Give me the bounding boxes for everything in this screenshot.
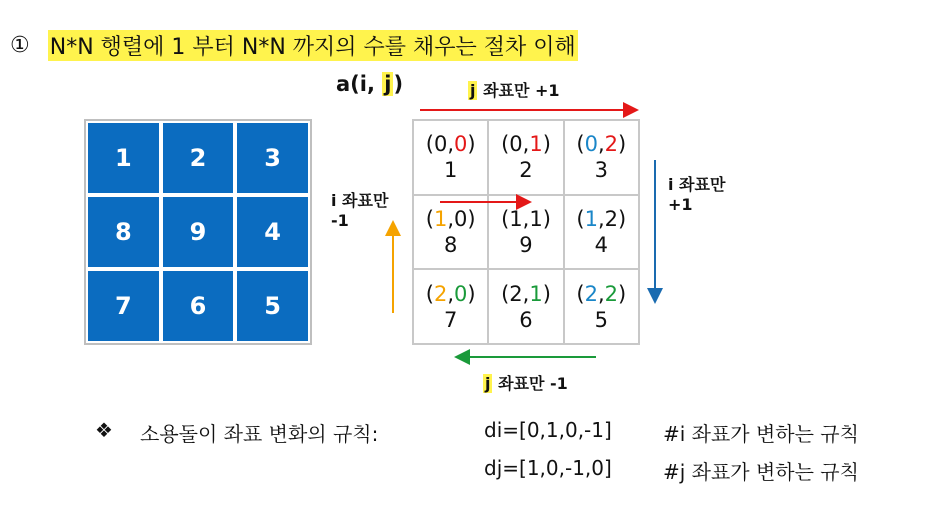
coord-j: 2	[604, 281, 619, 306]
coord-j: 2	[604, 206, 619, 231]
function-j: j	[384, 72, 392, 96]
coord-value: 9	[519, 232, 533, 257]
right-label-line2: +1	[668, 195, 693, 214]
rule-dj: dj=[1,0,-1,0]	[484, 456, 612, 480]
grid-cell: 1	[88, 123, 159, 193]
coord-i: 2	[584, 281, 598, 306]
coord-j: 2	[604, 132, 619, 157]
coord-j: 1	[529, 206, 543, 231]
coord-pair: (0,2)	[576, 132, 627, 157]
coord-j: 1	[529, 281, 543, 306]
coord-pair: (1,1)	[501, 206, 551, 231]
left-label-line2: -1	[331, 211, 349, 230]
top-label-text: 좌표만 +1	[483, 81, 560, 100]
rule-dj-comment: #j 좌표가 변하는 규칙	[663, 460, 859, 484]
top-label-j: j	[470, 81, 476, 100]
top-label	[468, 81, 560, 101]
coord-i: 2	[509, 281, 523, 306]
coord-i: 1	[433, 206, 448, 231]
bottom-label-j: j	[485, 374, 491, 393]
coord-pair: (2,1)	[501, 281, 551, 306]
left-label-line1: i 좌표만	[331, 191, 389, 210]
coord-value: 3	[594, 158, 609, 183]
coord-pair: (1,0)	[425, 206, 476, 231]
rules-title: 소용돌이 좌표 변화의 규칙:	[140, 422, 379, 446]
coord-pair: (1,2)	[576, 206, 627, 231]
grid-cell: 2	[163, 123, 234, 193]
coord-pair: (2,2)	[576, 281, 627, 306]
coord-i: 2	[433, 281, 448, 306]
coord-j: 0	[454, 281, 468, 306]
grid-cell: 4	[237, 197, 308, 267]
coord-value: 8	[443, 232, 458, 257]
grid-cell: 5	[237, 271, 308, 341]
grid-cell: 9	[163, 197, 234, 267]
coord-i: 0	[433, 132, 448, 157]
coord-value: 5	[594, 307, 609, 332]
coord-value: 4	[594, 232, 609, 257]
coord-i: 1	[584, 206, 598, 231]
coord-pair: (0,0)	[425, 132, 476, 157]
rule-di: di=[0,1,0,-1]	[484, 418, 612, 442]
heading-number: ①	[10, 33, 30, 58]
coord-i: 0	[584, 132, 598, 157]
coord-value: 7	[443, 307, 458, 332]
coord-j: 0	[454, 206, 468, 231]
right-label-line1: i 좌표만	[668, 175, 726, 194]
grid-cell: 3	[237, 123, 308, 193]
heading-text: N*N 행렬에 1 부터 N*N 까지의 수를 채우는 절차 이해	[48, 30, 578, 61]
coord-pair: (2,0)	[425, 281, 476, 306]
bottom-label-text: 좌표만 -1	[498, 374, 568, 393]
coord-i: 1	[509, 206, 523, 231]
grid-cell: 8	[88, 197, 159, 267]
bottom-label	[483, 374, 568, 394]
rule-di-comment: #i 좌표가 변하는 규칙	[663, 422, 859, 446]
function-prefix: a(i,	[336, 72, 383, 96]
coord-i: 0	[509, 132, 523, 157]
function-suffix: )	[393, 72, 404, 96]
grid-cell: 7	[88, 271, 159, 341]
right-label	[668, 175, 725, 215]
coord-j: 0	[454, 132, 468, 157]
coord-j: 1	[529, 132, 543, 157]
coord-value: 2	[519, 158, 533, 183]
left-label	[331, 191, 388, 231]
coord-value: 1	[443, 158, 458, 183]
coord-pair: (0,1)	[501, 132, 551, 157]
grid-cell: 6	[163, 271, 234, 341]
rules-bullet: ❖	[95, 418, 113, 442]
coord-value: 6	[519, 307, 533, 332]
